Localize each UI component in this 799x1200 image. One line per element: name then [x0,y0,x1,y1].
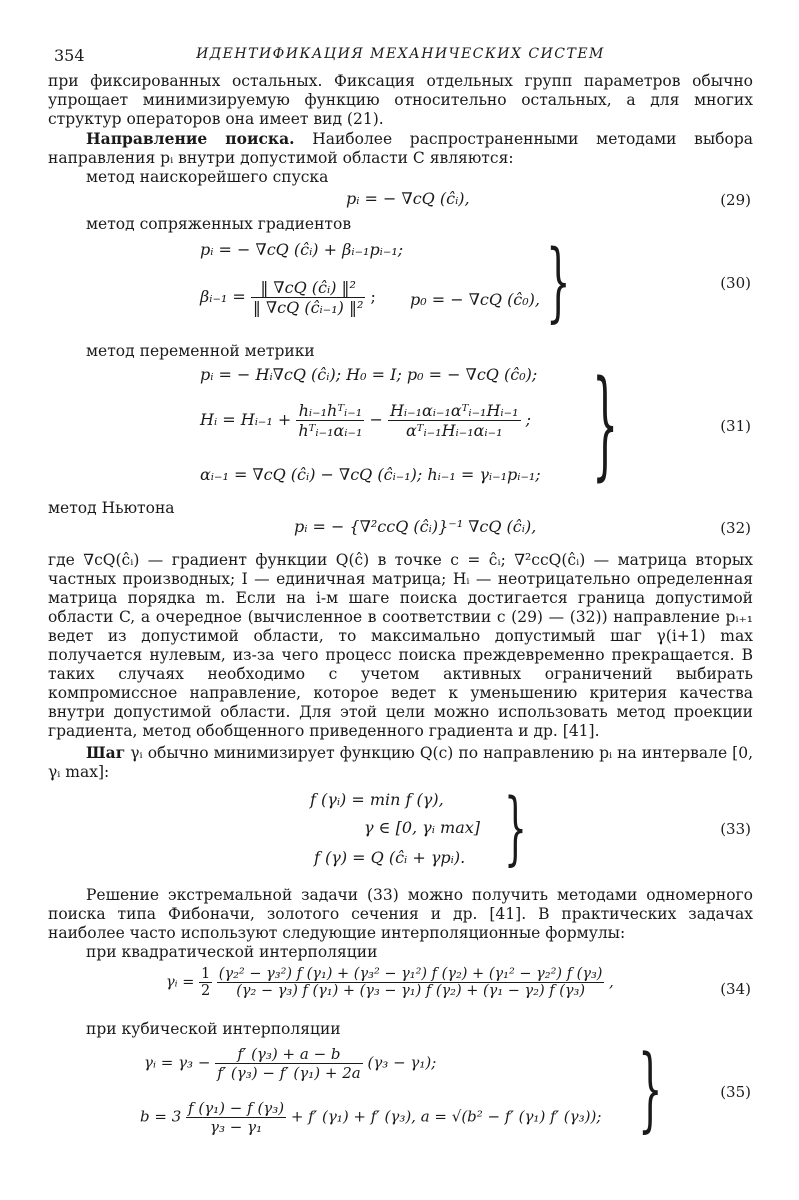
equation-35-line-2 [140,1099,601,1136]
equation-31-fraction-1-denominator: hᵀᵢ₋₁αᵢ₋₁ [298,421,363,440]
page [48,38,753,1151]
equation-31-minus: − [369,410,383,429]
equation-30-fraction [251,278,365,317]
search-direction-text: Наиболее распространенными методами выбора направления pᵢ внутри допустимой области C являются: [48,130,753,167]
equation-32-body: pᵢ = − {∇²ccQ (ĉᵢ)}⁻¹ ∇cQ (ĉᵢ), [294,517,537,536]
equation-35-fraction-2 [186,1099,286,1136]
equation-31-fraction-1 [296,401,364,440]
equation-31-fraction-2 [388,401,521,440]
equation-30-line-1: pᵢ = − ∇cQ (ĉᵢ) + βᵢ₋₁pᵢ₋₁; [200,240,404,259]
equation-33-line-1: f (γᵢ) = min f (γ), [310,790,444,809]
equation-31-semicolon: ; [525,410,531,429]
equation-35-gamma-lhs: γᵢ = γ₃ − [144,1053,211,1072]
equation-34-half [199,966,212,999]
equation-30-line-2: βᵢ₋₁ = $\frac{\text{‖ ∇cQ (ĉᵢ) ‖²}}{\text{‖ ∇cQ (ĉᵢ₋₁) ‖²}}$ ; [200,278,376,317]
equation-35 [48,1035,753,1151]
equation-34-half-denominator: 2 [200,983,211,999]
equation-34-denominator: (γ₂ − γ₃) f (γ₁) + (γ₃ − γ₁) f (γ₂) + (γ₁ − γ₂) f (γ₃) [236,983,586,999]
equation-31-fraction-2-denominator: αᵀᵢ₋₁Hᵢ₋₁αᵢ₋₁ [405,421,503,440]
equation-34-numerator: (γ₂² − γ₃²) f (γ₁) + (γ₃² − γ₁²) f (γ₂) + (γ₁² − γ₂²) f (γ₃) [218,966,603,982]
equation-34-comma: , [609,974,614,991]
equation-31-line-2 [200,401,531,440]
equation-31-fraction-2-numerator: Hᵢ₋₁αᵢ₋₁αᵀᵢ₋₁Hᵢ₋₁ [389,401,519,420]
equation-29-body: pᵢ = − ∇cQ (ĉᵢ), [346,189,470,208]
equation-32 [48,499,753,545]
equation-29 [48,187,753,215]
equation-number-31: (31) [720,417,751,435]
equation-number-30: (30) [720,274,751,292]
label-quadratic: при квадратической интерполяции [86,943,378,961]
equation-33-line-3: f (γ) = Q (ĉᵢ + γpᵢ). [314,848,466,867]
brace-35: } [638,1035,663,1142]
label-steepest-descent: метод наискорейшего спуска [86,168,329,186]
equation-number-35: (35) [720,1083,751,1101]
equation-30-beta-lhs: βᵢ₋₁ = [200,287,246,306]
equation-31-line-1: pᵢ = − Hᵢ∇cQ (ĉᵢ); H₀ = I; p₀ = − ∇cQ (ĉ₀); [200,365,538,384]
equation-35-line-2-tail: + f′ (γ₁) + f′ (γ₃), a = √(b² − f′ (γ₁) f′ (γ₃)); [290,1107,602,1126]
equation-35-fraction-1-numerator: f′ (γ₃) + a − b [215,1045,363,1064]
brace-30: } [546,232,571,332]
equation-31-line-3: αᵢ₋₁ = ∇cQ (ĉᵢ) − ∇cQ (ĉᵢ₋₁); hᵢ₋₁ = γᵢ₋₁pᵢ₋₁; [200,465,541,484]
equation-number-32: (32) [720,519,751,537]
paragraph-1: при фиксированных остальных. Фиксация отдельных групп параметров обычно упрощает минимизируемую функцию относительно остальных, а для многих структур операторов она имеет вид (21). [48,72,753,128]
equation-31-fraction-1-numerator: hᵢ₋₁hᵀᵢ₋₁ [296,401,364,421]
equation-34 [48,962,753,1020]
brace-33: } [504,781,527,874]
search-direction-heading: Направление поиска. [86,129,295,148]
step-heading: Шаг [86,743,126,762]
label-conjugate-gradients: метод сопряженных градиентов [86,215,352,233]
equation-35-line-1 [144,1045,436,1082]
equation-33 [48,782,753,880]
running-header [48,38,753,72]
equation-number-33: (33) [720,820,751,838]
equation-30-line-3: p₀ = − ∇cQ (ĉ₀), [410,290,541,309]
paragraph-3: где ∇cQ(ĉᵢ) — градиент функции Q(ĉ) в точке c = ĉᵢ; ∇²ccQ(ĉᵢ) — матрица вторых частных производных; I — единичная матрица; Hᵢ — неотрицательно определенная матрица порядка m. Если на i-м шаге поиска достигается граница допустимой области C, а очередное (вычисленное в соответствии с (29) — (32)) направление pᵢ₊₁ ведет из допустимой области, то максимально допустимый шаг γ(i+1) max получается нулевым, из-за чего процесс поиска преждевременно прекращается. В таких случаях необходимо с учетом активных ограничений выбирать компромиссное направление, которое ведет к уменьшению критерия качества внутри допустимой области. Для этой цели можно использовать метод проекции градиента, метод обобщенного приведенного градиента и др. [41]. [48,551,753,740]
equation-34-half-numerator: 1 [200,966,211,982]
equation-35-line-1-tail: (γ₃ − γ₁); [367,1053,437,1072]
label-newton: метод Ньютона [48,499,175,517]
equation-35-fraction-1 [215,1045,363,1082]
page-number: 354 [54,46,85,65]
equation-35-fraction-2-denominator: γ₃ − γ₁ [210,1118,263,1136]
paragraph-5: Решение экстремальной задачи (33) можно получить методами одномерного поиска типа Фибоначи, золотого сечения и др. [41]. В практических задачах наиболее часто используют следующие интерполяционные формулы: [48,886,753,942]
paragraph-search-direction [48,129,753,168]
step-text: γᵢ обычно минимизирует функцию Q(c) по направлению pᵢ на интервале [0, γᵢ max]: [48,744,754,781]
equation-number-29: (29) [720,191,751,209]
equation-33-line-2: γ ∈ [0, γᵢ max] [364,818,481,837]
equation-35-fraction-1-denominator: f′ (γ₃) − f′ (γ₁) + 2a [217,1064,361,1082]
brace-31: } [592,354,619,492]
paragraph-step [48,743,753,782]
equation-31 [48,354,753,499]
equation-30-fraction-numerator: ‖ ∇cQ (ĉᵢ) ‖² [251,278,365,298]
equation-34-fraction [217,966,605,999]
equation-34-lhs: γᵢ = [166,974,195,991]
equation-number-34: (34) [720,980,751,998]
equation-35-fraction-2-numerator: f (γ₁) − f (γ₃) [188,1099,285,1117]
equation-30 [48,234,753,342]
running-title: ИДЕНТИФИКАЦИЯ МЕХАНИЧЕСКИХ СИСТЕМ [196,46,605,62]
equation-35-b-lhs: b = 3 [140,1107,182,1126]
equation-34-body [166,966,614,999]
equation-30-fraction-denominator: ‖ ∇cQ (ĉᵢ₋₁) ‖² [252,298,364,317]
label-variable-metric: метод переменной метрики [86,342,315,360]
equation-31-h-lhs: Hᵢ = Hᵢ₋₁ + [200,410,292,429]
label-cubic: при кубической интерполяции [86,1020,341,1038]
